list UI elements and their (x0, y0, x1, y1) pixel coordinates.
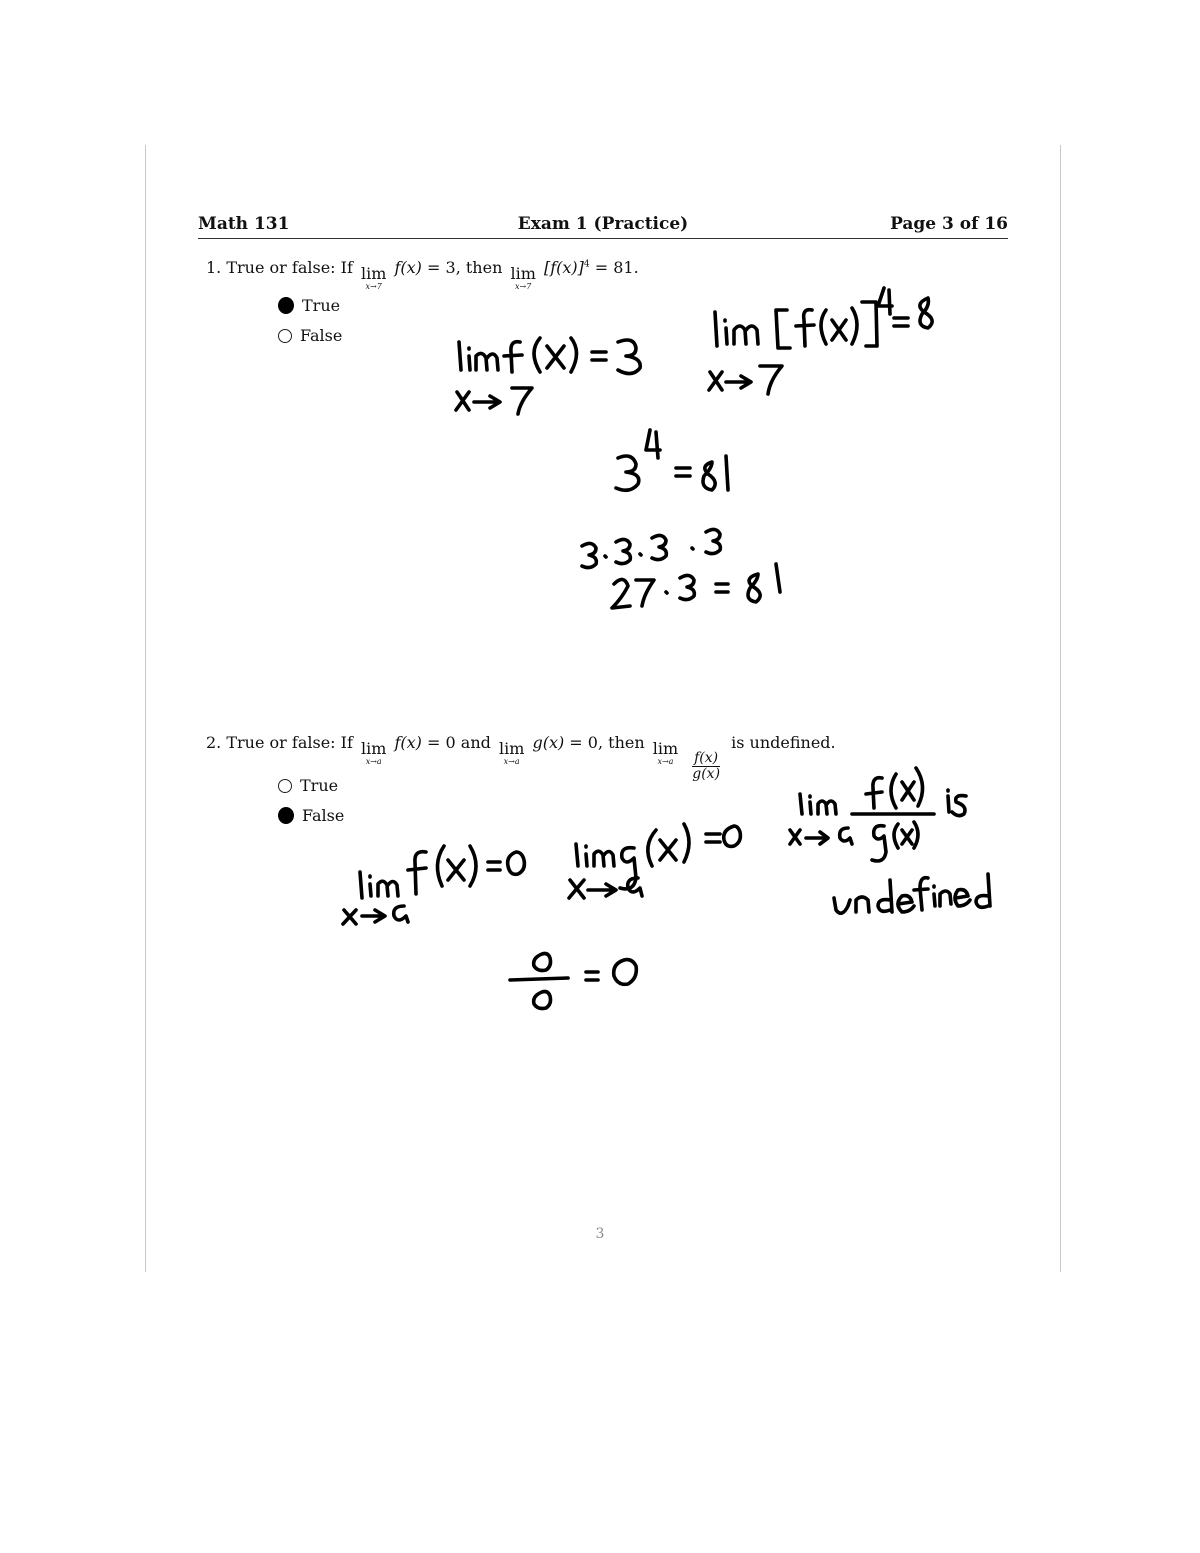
hw-q2-zero-over-zero (510, 954, 636, 1009)
limit-subscript: x→7 (365, 282, 382, 291)
page-indicator: Page 3 of 16 (890, 214, 1008, 234)
hw-q2-undefined (834, 874, 990, 913)
page-number: 3 (595, 1226, 605, 1242)
choice-label: False (302, 806, 345, 825)
hw-q2-lim-gx-0 (576, 824, 740, 889)
choice-label: False (300, 326, 343, 345)
equation-part: = 3, then (427, 258, 503, 277)
function-expression: f(x) (394, 733, 422, 752)
hw-q1-lim-power (715, 288, 932, 348)
hw-q1-result (612, 564, 780, 608)
hw-q1-x-to-7 (456, 388, 532, 414)
fraction-numerator: f(x) (694, 750, 719, 766)
limit-operator: lim x→7 (510, 264, 536, 291)
limit-subscript: x→a (365, 757, 382, 766)
question-prefix: True or false: If (226, 733, 353, 752)
hw-q2-x-to-a-c (790, 828, 852, 844)
limit-subscript: x→7 (515, 282, 532, 291)
course-title: Math 131 (198, 214, 290, 234)
equation-part: = 0 and (427, 733, 491, 752)
hw-q2-lim-fx-0 (360, 846, 524, 898)
exam-title: Exam 1 (Practice) (517, 214, 689, 234)
limit-subscript: x→a (657, 757, 674, 766)
hw-q2-x-to-a (343, 906, 408, 924)
question-number: 2. (206, 733, 222, 752)
fraction-denominator: g(x) (692, 766, 721, 783)
hw-q1-x-to-7-b (709, 366, 782, 394)
choice-label: True (300, 776, 339, 795)
equation-part: = 0, then (569, 733, 645, 752)
exponent: 4 (583, 259, 590, 270)
limit-subscript: x→a (503, 757, 520, 766)
hw-q1-lim-fx-3 (459, 338, 640, 374)
hw-q1-three-pow-four (616, 430, 728, 490)
limit-operator: lim x→a (360, 739, 387, 766)
hw-q1-product (582, 529, 720, 567)
equation-part: = 81. (594, 258, 639, 277)
limit-operator: lim x→a (652, 739, 679, 766)
limit-operator: lim x→a (498, 739, 525, 766)
question-number: 1. (206, 258, 222, 277)
question-prefix: True or false: If (226, 258, 353, 277)
choice-label: True (302, 296, 341, 315)
limit-operator: lim x→7 (360, 264, 387, 291)
function-expression: f(x) (394, 258, 422, 277)
function-expression: g(x) (532, 733, 565, 752)
hw-q2-lim-fraction (800, 768, 966, 861)
question-suffix: is undefined. (731, 733, 836, 752)
function-expression: [f(x)] (543, 258, 584, 277)
